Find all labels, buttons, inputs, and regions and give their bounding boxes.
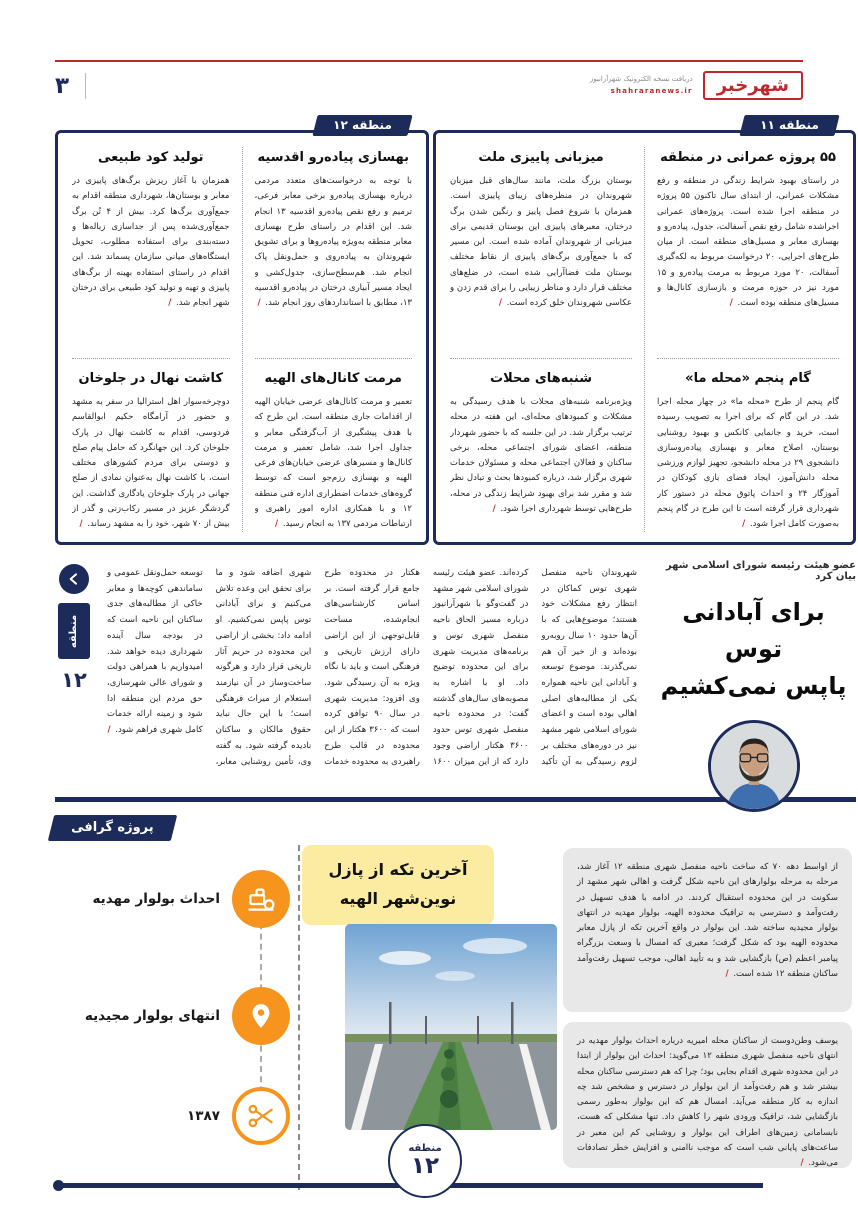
article-text: بوستان بزرگ ملت، مانند سال‌های قبل میزبان شهروندان در منظره‌های زیبای پاییزی است. همزمان با شروع فصل پاییز و رنگین شدن برگ درختان، معبرهای پاییزی این بوستان قدیمی برای میزبانی از شهروندان آماده شده است. این مسیر که با جمع‌آوری برگ‌های پاییزی از نقاط مختلف بوستان ملت فضاآرایی شده است، در ضلع‌های مختلف قرار دارد و مناظر زیبایی را برای قدم زدن و عکاسی شهروندان خلق کرده است. — [450, 176, 632, 309]
paragraph-text: از اواسط دهه ۷۰ که ساخت ناحیه منفصل شهری منطقه ۱۲ آغاز شد، مرحله به مرحله بولوارهای این ناحیه شکل گرفت و اهالی شهر مشهد از سکونت در این محدوده استقبال کردند. در ادامه با هدف تسهیل در رفت‌وآمد و دسترسی به ترافیک محدوده الهیه، بولوار مهدیه در انتهای بولوار مجیدیه ساخته شد. این بولوار در واقع آخرین تکه از پازل معابر محدوده الهیه بود که شکل گرفت؛ معبری که امسال با وسعت بزرگراه پیامبر اعظم (ص) بازگشایی شد و به تأیید اهالی، موجب تسهیل رفت‌وآمد ساکنان منطقه ۱۲ شده است. — [577, 862, 839, 980]
article-title: کاشت نهال در جلوخان — [78, 371, 224, 386]
article-body — [255, 395, 413, 532]
article-sapling — [72, 368, 230, 532]
masthead-logo — [703, 71, 803, 100]
page-number-block — [55, 73, 86, 99]
district-side-tab-label: منطقه — [68, 614, 80, 648]
scissors-glyph — [246, 1101, 276, 1131]
boulevard-photo — [345, 924, 557, 1130]
map-pin-glyph — [246, 1001, 276, 1031]
district-12-box — [55, 118, 429, 545]
article-body — [657, 395, 839, 532]
headline-line-1: برای آبادانی توس — [682, 598, 825, 664]
project-paragraph-1 — [563, 848, 852, 1012]
horizontal-divider — [450, 358, 632, 359]
paragraph-text: یوسف وطن‌دوست از ساکنان محله امیریه درباره احداث بولوار مهدیه در انتهای ناحیه منفصل شهری منطقه ۱۲ می‌گوید: احداث این بولوار از ابتدا در این محدوده شهری اقدام بجایی بود؛ چرا که هم دسترسی ساکنان محله بیشتر شد و هم رفت‌وآمد از این بولوار در دسترس و مشخص شد چه اندازه به کار منطقه می‌آید. امسال هم که این بولوار به‌طور رسمی بازگشایی شد، ترافیک ورودی شهر را کاهش داد. تنها مشکلی که هست، نابسامانی زمین‌های اطراف این بولوار و روشنایی کم این معبر در ساعت‌های پایانی شب است که موجب ناامنی و افزایش خطر تصادفات می‌شود. — [577, 1036, 838, 1168]
vertical-divider — [242, 147, 243, 532]
site-url[interactable]: shahraranews.ir — [610, 86, 693, 95]
article-mahalleh-ma — [657, 368, 839, 532]
article-body — [450, 174, 632, 312]
interview-headline-block — [651, 560, 856, 783]
district-12-tab-label: منطقه ۱۲ — [333, 118, 393, 132]
end-mark: / — [275, 519, 279, 530]
article-text: با توجه به درخواست‌های متعدد مردمی درباره بهسازی پیاده‌رو برخی معابر فرعی، ترمیم و رفع نقص پیاده‌رو اقدسیه ۱۳ انجام شد. این اقدام در راستای طرح بهسازی معابر منطقه به‌ویژه پیاده‌روها و برای تشویق شهروندان به پیاده‌روی و حمل‌ونقل پاک انجام شد. هم‌سطح‌سازی، جدول‌کشی و ایجاد مسیر آبیاری درختان در پیاده‌رو اقدسیه ۱۳، مطابق با استانداردهای روز انجام شد. — [254, 176, 412, 309]
column-right — [657, 147, 839, 532]
timeline-item-location — [60, 987, 290, 1045]
timeline-item-construction — [60, 870, 290, 928]
scissors-icon — [232, 1087, 290, 1145]
dashed-separator — [298, 845, 300, 1190]
district-side-tab — [58, 603, 90, 659]
interview-section — [55, 556, 856, 802]
article-compost — [72, 147, 230, 349]
construction-icon — [232, 870, 290, 928]
article-text: در راستای بهبود شرایط زندگی در منطقه و رفع مشکلات عمرانی، از ابتدای سال تاکنون ۵۵ پروژه در منطقه اجرا شده است. پروژه‌های عمرانی اجراشده شامل رفع نقص آسفالت، جدول، پیاده‌رو و بهسازی معابر و مسیل‌های منطقه است. از میان طرح‌های اجرایی، ۲۰ درخواست مربوط به لکه‌گیری آسفالت، ۲۰ مورد مربوط به مرمت پیاده‌رو و ۱۵ مورد نیز در حوزه مرمت و بازسازی کانال‌ها و مسیل‌های منطقه بوده است. — [657, 176, 839, 309]
horizontal-divider — [255, 358, 413, 359]
article-text: گام پنجم از طرح «محله ما» در چهار محله اجرا شد. در این گام که برای اجرا به تصویب رسیده است، خرید و جانمایی کانکس و بهبود روشنایی بوستان، اصلاح معابر و بهسازی پیاده‌روسازی دانشجوی ۲۹ در محله دانشجو، تجهیز لوازم ورزشی محله دانش‌آموز، ایجاد فضای بازی کودکان در آموزگار ۲۴ و احداث پاتوق محله در دستور کار شهرداری قرار گرفته است تا این طرح در گام پنجم به‌صورت کامل اجرا شود. — [657, 397, 839, 530]
article-title: تولید کود طبیعی — [97, 150, 204, 165]
project-headline-line-1: آخرین تکه از پازل — [328, 860, 468, 880]
end-mark: / — [800, 1158, 804, 1168]
article-title: ۵۵ پروژه عمرانی در منطقه — [660, 150, 836, 165]
interview-side-rail — [55, 560, 93, 783]
district-12-tab — [313, 115, 413, 136]
article-title: شنبه‌های محلات — [490, 371, 592, 386]
column-left — [450, 147, 632, 532]
district-badge-number: ۱۲ — [410, 1152, 440, 1179]
timeline-label: ۱۳۸۷ — [187, 1108, 220, 1124]
portrait-illustration — [711, 723, 797, 809]
district-11-tab — [740, 115, 840, 136]
article-text: تعمیر و مرمت کانال‌های عرضی خیابان الهیه از اقدامات جاری منطقه است. این طرح که با هدف پیشگیری از آب‌گرفتگی معابر و جداول اجرا شد، شامل تعمیر و مرمت کانال‌ها و مسیرهای عرضی خیابان‌های فرعی الهیه و بهسازی رزم‌جو است که توسط گروه‌های خدمات اضطراری اداره فنی منطقه ۱۲ و با همکاری اداره امور راهبری و ارتباطات مردمی ۱۳۷ به انجام رسید. — [254, 397, 412, 530]
end-mark: / — [742, 519, 746, 530]
district-11-columns — [436, 133, 853, 542]
portrait-photo — [708, 720, 800, 812]
article-title: گام پنجم «محله ما» — [685, 371, 811, 386]
interview-headline — [651, 594, 856, 706]
timeline-label: احداث بولوار مهدیه — [92, 891, 220, 907]
timeline-item-year — [60, 1087, 290, 1145]
arrow-icon — [59, 564, 89, 594]
end-mark: / — [492, 504, 496, 515]
article-text: همزمان با آغاز ریزش برگ‌های پاییزی در معابر و بوستان‌ها، شهرداری منطقه اقدام به جمع‌آوری برگ‌ها کرد. بیش از ۴ تُن برگ جمع‌آوری‌شده پس از جداسازی زباله‌ها و دسته‌بندی برای استفاده مطلوب، تحویل ایستگاه‌های میانی سازمان پسماند شد. این اقدام در راستای استفاده بهینه از برگ‌های پاییزی و تهیه و تولید کود طبیعی برای درختان شهر انجام شد. — [72, 176, 230, 309]
construction-glyph — [246, 884, 276, 914]
page-number: ۳ — [55, 72, 70, 99]
article-body — [657, 174, 839, 312]
interview-kicker: عضو هیئت رئیسه شورای اسلامی شهر بیان کرد — [665, 560, 856, 582]
article-body — [72, 174, 230, 312]
masthead-title: شهرخبر — [716, 75, 789, 96]
end-mark: / — [498, 298, 502, 309]
headline-line-2: پاپس نمی‌کشیم — [660, 672, 847, 701]
tagline-text: دریافت نسخه الکترونیک شهرآرانیوز — [589, 74, 693, 83]
project-headline — [302, 845, 494, 925]
masthead-group — [590, 71, 803, 100]
project-headline-line-2: نوین‌شهر الهیه — [339, 889, 457, 908]
article-title: مرمت کانال‌های الهیه — [264, 371, 402, 386]
vertical-divider — [644, 147, 645, 532]
article-canals — [255, 368, 413, 532]
end-mark: / — [79, 519, 83, 530]
district-11-tab-label: منطقه ۱۱ — [760, 118, 820, 132]
district-side-number: ۱۲ — [61, 668, 87, 692]
article-autumn-park — [450, 147, 632, 349]
masthead-tagline — [590, 74, 693, 98]
article-body — [450, 395, 632, 517]
bottom-rule-dot — [53, 1180, 64, 1191]
district-badge — [388, 1124, 462, 1198]
map-pin-icon — [232, 987, 290, 1045]
article-title: بهسازی پیاده‌رو اقدسیه — [257, 150, 409, 165]
interview-text: شهروندان ناحیه منفصل شهری توس کماکان در انتظار رفع مشکلات خود هستند؛ موضوع‌هایی که با آن‌ها حدود ۱۰ سال روبه‌رو بوده‌اند و از خیر آن هم نمی‌گذرند. موضوع توسعه و آبادانی این ناحیه همواره یکی از مطالبه‌های اصلی اهالی بوده است و اعضای شورای اسلامی شهر مشهد نیز در دوره‌های مختلف بر لزوم رسیدگی به آن تأکید کرده‌اند. عضو هیئت رئیسه شورای اسلامی شهر مشهد در گفت‌وگو با شهرآرانیوز درباره مسیر الحاق ناحیه منفصل شهری توس و برنامه‌های مدیریت شهری برای این محدوده توضیح داد. او با اشاره به مصوبه‌های سال‌های گذشته گفت: در محدوده ناحیه منفصل شهری توس حدود ۳۶۰۰ هکتار اراضی وجود دارد که از این میزان ۱۶۰۰ هکتار در محدوده طرح جامع قرار گرفته است. بر اساس کارشناسی‌های انجام‌شده، مساحت قابل‌توجهی از این اراضی دارای ارزش تاریخی و فرهنگی است و باید با نگاه ویژه به آن رسیدگی شود. وی افزود: مدیریت شهری در سال ۹۰ توافق کرده است که ۳۶۰۰ هکتار از این محدوده در قالب طرح راهبردی به محدوده خدمات شهری اضافه شود و ما برای تحقق این وعده تلاش می‌کنیم و برای آبادانی توس پاپس نمی‌کشیم. او ادامه داد: بخشی از اراضی این محدوده در حریم آثار تاریخی قرار دارد و هرگونه ساخت‌وساز در آن نیازمند استعلام از میراث فرهنگی است؛ با این حال نباید حقوق مالکان و ساکنان نادیده گرفته شود. به گفته وی، تأمین روشنایی معابر، توسعه حمل‌ونقل عمومی و ساماندهی کوچه‌ها و معابر خاکی از مطالبه‌های جدی ساکنان این ناحیه است که در بودجه سال آینده شهرداری دیده خواهد شد. امیدواریم با همراهی دولت و شورای عالی شهرسازی، حق مردم این منطقه ادا شود و زمینه ارائه خدمات کامل شهری فراهم شود. — [107, 568, 637, 767]
article-title: میزبانی پاییزی ملت — [478, 150, 604, 165]
page-header — [55, 60, 803, 102]
project-paragraph-2 — [563, 1022, 852, 1168]
article-55-projects — [657, 147, 839, 349]
district-11-box — [433, 118, 856, 545]
project-timeline — [55, 815, 295, 1205]
column-left — [72, 147, 230, 532]
horizontal-divider — [657, 358, 839, 359]
article-sidewalk — [255, 147, 413, 349]
article-text: ویژه‌برنامه شنبه‌های محلات با هدف رسیدگی به مشکلات و کمبودهای محله‌ای، این هفته در محله ترتیب برگزار شد. در این جلسه که با حضور شهردار منطقه، اعضای شورای اجتماعی محله، برخی ساکنان و فعالان اجتماعی محله و مسئولان خدمات شهری برگزار شد، درباره کمبودها بحث و تبادل نظر شد و مقرر شد برای بهبود شرایط زندگی در محله، طرح‌هایی توسط شهرداری اجرا شود. — [450, 397, 632, 515]
column-right — [255, 147, 413, 532]
project-graphy-section — [55, 815, 856, 1205]
article-body — [255, 174, 413, 312]
district-12-columns — [58, 133, 426, 542]
end-mark: / — [168, 298, 172, 309]
end-mark: / — [107, 725, 111, 736]
article-saturdays — [450, 368, 632, 532]
boulevard-illustration — [345, 924, 557, 1130]
end-mark: / — [725, 969, 729, 980]
timeline-label: انتهای بولوار مجیدیه — [84, 1008, 220, 1024]
interview-body — [107, 560, 637, 783]
end-mark: / — [729, 298, 733, 309]
article-text: دوچرخه‌سوار اهل استرالیا در سفر به مشهد و حضور در آرامگاه حکیم ابوالقاسم فردوسی، اقدام به کاشت نهال در پارک جلوخان کرد. این جهانگرد که حامل پیام صلح و دوستی برای مردم کشورهای مختلف است، با کاشت نهال به‌عنوان نمادی از صلح جهانی در پارک جلوخان یادگاری گذاشت. این گردشگر عزیز در مسیر رکاب‌زنی و گذر از بیش از ۷۰ شهر، خود را به مشهد رساند. — [72, 397, 230, 530]
arrow-glyph — [66, 571, 82, 587]
article-body — [72, 395, 230, 532]
horizontal-divider — [72, 358, 230, 359]
project-graphy-tab-label: پروژه گرافی — [71, 820, 154, 835]
district-badge-label: منطقه — [408, 1142, 442, 1154]
end-mark: / — [257, 298, 261, 309]
